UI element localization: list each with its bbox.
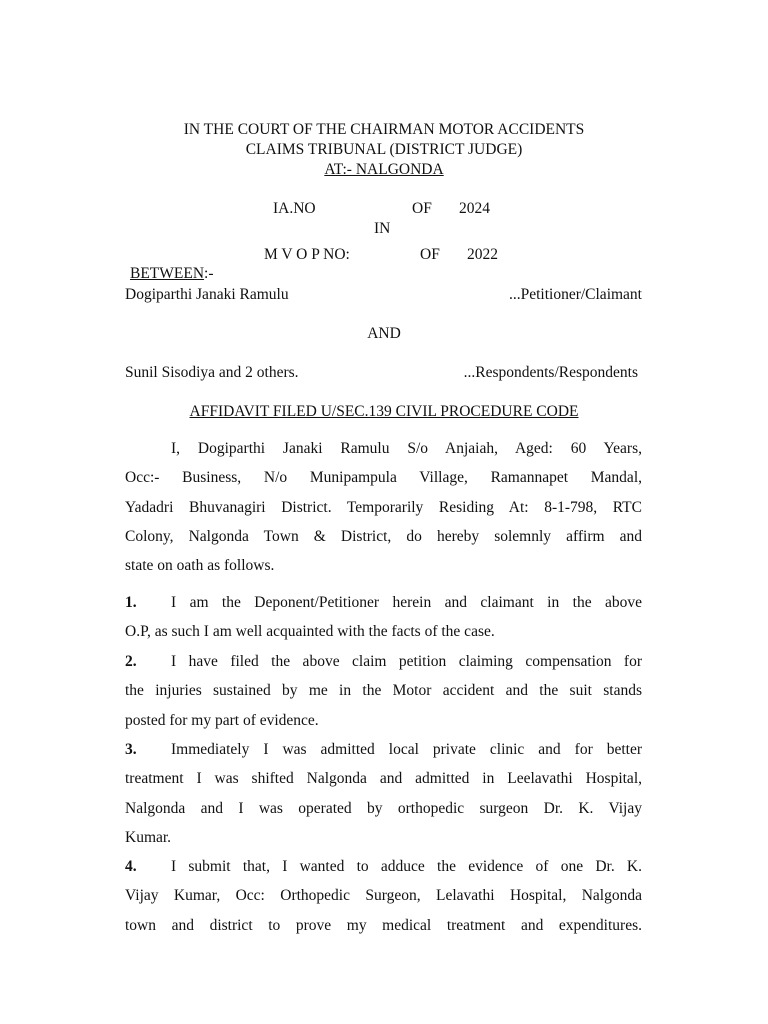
intro-line: Colony, Nalgonda Town & District, do hereby solemnly affirm and: [125, 527, 642, 545]
petitioner-name: Dogiparthi Janaki Ramulu: [125, 286, 289, 303]
affidavit-title: [0, 403, 768, 421]
affidavit-title-text: AFFIDAVIT FILED U/SEC.139 CIVIL PROCEDURE CODE: [189, 403, 579, 420]
between-suffix: :-: [204, 265, 214, 282]
respondent-name: Sunil Sisodiya and 2 others.: [125, 364, 299, 381]
ia-year: 2024: [459, 200, 490, 217]
point-line: town and district to prove my medical treatment and expenditures.: [125, 916, 642, 934]
mvop-year: 2022: [467, 246, 498, 263]
respondent-role: ...Respondents/Respondents: [463, 364, 638, 381]
intro-line: I, Dogiparthi Janaki Ramulu S/o Anjaiah, Aged: 60 Years,: [171, 440, 642, 457]
intro-paragraph: [125, 434, 642, 580]
ia-number-label: IA.NO: [273, 200, 316, 217]
ia-of-label: OF: [412, 200, 432, 217]
point-number: 2.: [125, 653, 137, 670]
point-line: Vijay Kumar, Occ: Orthopedic Surgeon, Lelavathi Hospital, Nalgonda: [125, 887, 642, 905]
point-line: Nalgonda and I was operated by orthopedic surgeon Dr. K. Vijay: [125, 799, 642, 817]
court-heading-line-1: IN THE COURT OF THE CHAIRMAN MOTOR ACCIDENTS: [183, 121, 585, 138]
point-number: 3.: [125, 741, 137, 758]
point-line: O.P, as such I am well acquainted with the facts of the case.: [125, 623, 495, 641]
point-number: 1.: [125, 594, 137, 611]
point-3: [125, 735, 642, 852]
between-word: BETWEEN: [130, 265, 205, 282]
point-line: 3. Immediately I was admitted local private clinic and for better: [125, 735, 642, 764]
and-separator: AND: [367, 325, 401, 342]
petitioner-role: ...Petitioner/Claimant: [508, 286, 642, 303]
point-line: posted for my part of evidence.: [125, 711, 319, 729]
mvop-of-label: OF: [420, 246, 440, 263]
in-label: IN: [374, 220, 391, 237]
between-label: [130, 265, 214, 283]
point-4: [125, 852, 642, 940]
intro-line: Occ:- Business, N/o Munipampula Village, Ramannapet Mandal,: [125, 469, 642, 487]
point-2: [125, 647, 642, 735]
point-line: 1. I am the Deponent/Petitioner herein and claimant in the above: [125, 588, 642, 617]
intro-line: Yadadri Bhuvanagiri District. Temporarily Residing At: 8-1-798, RTC: [125, 498, 642, 516]
intro-line: state on oath as follows.: [125, 557, 275, 575]
court-heading-line-3: [0, 161, 768, 179]
point-1: [125, 588, 642, 647]
court-heading-line-2: CLAIMS TRIBUNAL (DISTRICT JUDGE): [245, 141, 523, 158]
point-line: Kumar.: [125, 828, 172, 846]
court-location: AT:- NALGONDA: [324, 161, 444, 178]
point-line: treatment I was shifted Nalgonda and admitted in Leelavathi Hospital,: [125, 770, 642, 788]
point-line: 4. I submit that, I wanted to adduce the evidence of one Dr. K.: [125, 852, 642, 881]
point-number: 4.: [125, 858, 137, 875]
point-line: 2. I have filed the above claim petition claiming compensation for: [125, 647, 642, 676]
point-line: the injuries sustained by me in the Motor accident and the suit stands: [125, 682, 642, 700]
mvop-number-label: M V O P NO:: [264, 246, 350, 263]
